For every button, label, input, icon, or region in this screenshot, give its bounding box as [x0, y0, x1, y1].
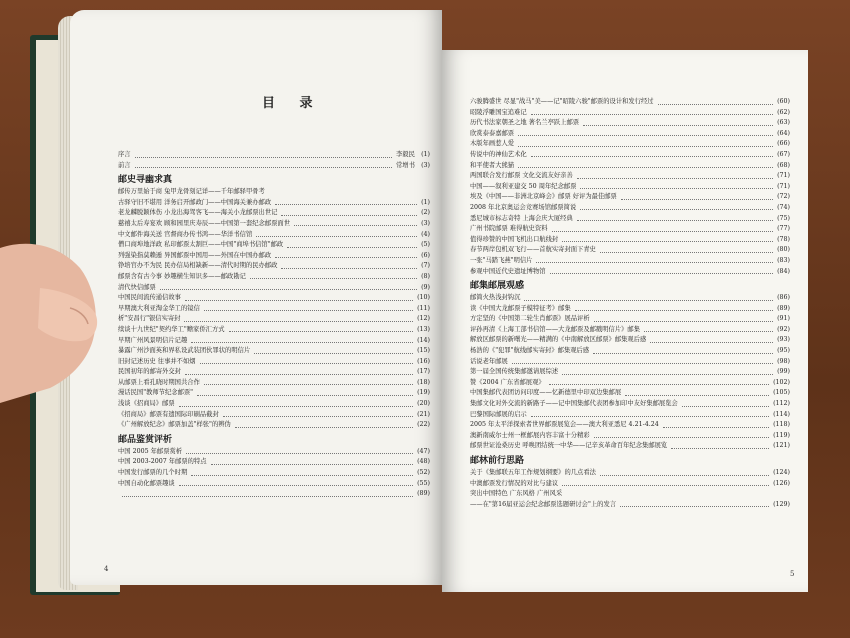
toc-entry-title: 早期广州风景明信片记趣	[118, 336, 188, 344]
toc-leader-dots	[671, 448, 769, 449]
toc-entry	[470, 410, 790, 421]
toc-leader-dots	[531, 114, 773, 115]
toc-entry	[470, 346, 790, 357]
toc-leader-dots	[256, 236, 417, 237]
toc-leader-dots	[663, 427, 769, 428]
toc-entry-title: 僧口商埠地洋政 私印邮票太割巨——中国"商埠书信馆"邮政	[118, 241, 284, 249]
toc-entry	[470, 171, 790, 182]
toc-entry-title: 读《中国大龙邮票子模特征考》邮集	[470, 304, 571, 312]
toc-leader-dots	[575, 310, 773, 311]
toc-entry-title: 列强染指莫赖遁 异国邮票中国用——外国在中国办邮政	[118, 251, 272, 259]
toc-entry	[470, 97, 790, 108]
toc-entry-title: 中国集邮代表团访问印度——忆新德里中印双边集邮展	[470, 389, 622, 397]
toc-leader-dots	[184, 321, 413, 322]
toc-leader-dots	[550, 273, 773, 274]
toc-leader-dots	[644, 331, 773, 332]
toc-leader-dots	[625, 395, 769, 396]
toc-entry-title: 解放区邮票的新曙光——精满的《中南解放区邮票》邮集观后感	[470, 336, 647, 344]
toc-entry-page: (63)	[777, 119, 790, 127]
toc-entry-title: 漫话民国"教师节纪念邮票"	[118, 389, 194, 397]
toc-entry	[470, 118, 790, 129]
toc-entry-page: (10)	[417, 294, 430, 302]
toc-entry	[118, 240, 430, 251]
toc-entry	[118, 457, 430, 468]
toc-entry-page: (95)	[777, 347, 790, 355]
right-toc-list	[470, 97, 790, 510]
toc-entry-page: (1)	[421, 151, 430, 158]
toc-leader-dots	[197, 395, 413, 396]
toc-entry-title: 中国自动化邮票趣谈	[118, 479, 175, 487]
toc-entry-title: 前言	[118, 161, 131, 169]
toc-entry-title: 集邮文化对外交流的新路子——记中国集邮代表团参加印中友好集邮展览会	[470, 400, 678, 408]
toc-entry	[118, 251, 430, 262]
toc-leader-dots	[287, 247, 417, 248]
toc-entry	[470, 182, 790, 193]
toc-leader-dots	[254, 353, 413, 354]
toc-entry-title: 春节两岸包机双飞行——首航实寄封面下青史	[470, 246, 596, 254]
toc-leader-dots	[552, 231, 773, 232]
toc-entry-title: 2005 年太平洋探索者世界邮票展览会——澳大利亚悉尼 4.21-4.24	[470, 421, 659, 429]
toc-entry	[118, 293, 430, 304]
toc-leader-dots	[524, 300, 773, 301]
toc-leader-dots	[600, 252, 773, 253]
toc-entry-title: 2008 年北京奥运会竞赛场馆邮票简说	[470, 203, 577, 211]
toc-entry-page: (118)	[773, 421, 790, 429]
toc-entry-page: (21)	[417, 410, 430, 418]
toc-entry	[470, 420, 790, 431]
toc-entry-page: (124)	[773, 469, 790, 476]
toc-leader-dots	[577, 178, 773, 179]
toc-leader-dots	[536, 262, 773, 263]
toc-entry	[118, 272, 430, 283]
toc-leader-dots	[594, 437, 769, 438]
toc-entry-page: (68)	[777, 161, 790, 169]
toc-entry-page: (66)	[777, 140, 790, 148]
toc-entry-title: 第一届全国传统集邮邀请展综述	[470, 368, 559, 376]
toc-entry-page: (89)	[417, 490, 430, 498]
toc-entry-title: 中澳邮票发行情况的对比与建议	[470, 479, 559, 487]
toc-entry-title: ——在"第16届亚运会纪念邮票选题研讨会"上的发言	[470, 500, 617, 508]
toc-leader-dots	[235, 427, 413, 428]
toc-leader-dots	[580, 188, 773, 189]
toc-entry-page: (1)	[421, 198, 430, 206]
toc-entry-title: 暴露广州沙面英和界私设武装团伙罪状的明信片	[118, 347, 251, 355]
toc-leader-dots	[135, 157, 392, 158]
toc-entry-title: 中国——叙利亚建交 50 周年纪念邮票	[470, 182, 577, 190]
toc-leader-dots	[211, 464, 413, 465]
toc-entry-author: 常增书	[396, 161, 415, 169]
toc-entry-page: (15)	[417, 347, 430, 355]
toc-leader-dots	[562, 374, 773, 375]
toc-entry-page: (74)	[777, 203, 790, 211]
toc-leader-dots	[135, 167, 392, 168]
toc-title: 目 录	[262, 96, 323, 111]
toc-entry-title: 广州书院邮票 难得航史资料	[470, 225, 548, 233]
toc-entry-page: (105)	[773, 389, 790, 397]
toc-entry	[118, 378, 430, 389]
right-page	[442, 50, 808, 592]
toc-entry-title: 中国 2005 年邮票赏析	[118, 447, 183, 455]
toc-leader-dots	[594, 321, 773, 322]
toc-leader-dots	[191, 342, 413, 343]
toc-entry-page: (126)	[773, 479, 790, 487]
toc-entry-page: (62)	[777, 108, 790, 116]
toc-entry	[470, 357, 790, 368]
toc-leader-dots	[650, 342, 773, 343]
toc-entry	[470, 139, 790, 150]
toc-entry-page: (5)	[421, 241, 430, 249]
toc-leader-dots	[531, 156, 773, 157]
toc-entry-page: (80)	[777, 246, 790, 254]
toc-entry	[118, 161, 430, 172]
toc-entry-title: 赞《2004 广东省邮展观》	[470, 378, 545, 386]
toc-entry	[470, 500, 790, 511]
toc-entry-page: (20)	[417, 400, 430, 408]
toc-entry	[470, 235, 790, 246]
toc-entry	[118, 479, 430, 490]
toc-leader-dots	[562, 485, 769, 486]
toc-entry-page: (67)	[777, 150, 790, 158]
toc-entry	[470, 335, 790, 346]
toc-entry-page: (92)	[777, 325, 790, 333]
hand-holding-book	[0, 228, 110, 428]
toc-entry-title: 邮票含有古今事 妙趣横生知识多——邮政勘记	[118, 272, 246, 280]
toc-entry-page: (91)	[777, 315, 790, 323]
toc-leader-dots	[122, 496, 413, 497]
toc-entry-title: 铮培官办不为民 民办信局相缺新——清代时期的民办邮政	[118, 262, 278, 270]
toc-entry-page: (18)	[417, 378, 430, 386]
toc-section-heading: 邮品鉴赏评析	[118, 434, 173, 445]
toc-entry-title: 旧封记述历史 往事并不如烟	[118, 357, 196, 365]
toc-entry-page: (9)	[421, 283, 430, 291]
toc-entry	[118, 489, 430, 500]
toc-entry-title: 早期澳大利亚淘金华工的镜信	[118, 304, 200, 312]
toc-entry	[470, 479, 790, 490]
toc-entry	[470, 399, 790, 410]
toc-entry-title: 中国发行邮票的几个时期	[118, 469, 188, 477]
toc-leader-dots	[562, 241, 773, 242]
toc-leader-dots	[204, 384, 413, 385]
toc-entry-page: (52)	[417, 469, 430, 477]
toc-entry	[118, 357, 430, 368]
toc-entry	[118, 261, 430, 272]
toc-entry-title: 悉尼城市标志奇特 上海会庆大厦经典	[470, 214, 573, 222]
toc-entry-title: 析"安昌行"银信实寄封	[118, 315, 181, 323]
toc-leader-dots	[191, 475, 413, 476]
toc-entry-title: 参观中国近代史遗址博物馆	[470, 267, 546, 275]
toc-leader-dots	[658, 104, 773, 105]
toc-entry-title: 从邮票上看孔晓时期国共合作	[118, 378, 200, 386]
toc-entry	[470, 267, 790, 278]
toc-entry-page: (8)	[421, 272, 430, 280]
toc-entry	[470, 150, 790, 161]
left-page-number: 4	[104, 565, 109, 573]
right-page-number: 5	[790, 570, 795, 578]
toc-leader-dots	[250, 278, 417, 279]
toc-entry	[118, 399, 430, 410]
toc-leader-dots	[275, 204, 417, 205]
toc-entry-page: (102)	[773, 378, 790, 386]
toc-entry	[470, 256, 790, 267]
toc-entry-page: (89)	[777, 304, 790, 312]
toc-entry-page: (2)	[421, 209, 430, 217]
toc-entry	[470, 214, 790, 225]
toc-section-heading: 邮林前行思路	[470, 456, 525, 466]
toc-entry	[470, 192, 790, 203]
toc-entry-page: (12)	[417, 315, 430, 323]
toc-entry-title: 巴黎国际邮展的启示	[470, 410, 527, 418]
toc-entry	[118, 325, 430, 336]
toc-entry	[470, 441, 790, 452]
toc-entry-title: 方定坚的《中国第二轮生肖邮票》展品评析	[470, 315, 590, 323]
toc-leader-dots	[223, 416, 413, 417]
toc-entry	[118, 150, 430, 161]
toc-entry-page: (55)	[417, 479, 430, 487]
toc-leader-dots	[518, 135, 773, 136]
toc-entry-title: 六骏腾盛世 尽显"战马"美——记"昭陵六骏"邮票的设计和发行经过	[470, 98, 654, 105]
toc-entry-title: 中国民间流传通信故事	[118, 294, 181, 302]
toc-entry-title: 序言	[118, 151, 131, 158]
toc-entry	[118, 420, 430, 431]
toc-entry	[470, 489, 790, 500]
toc-entry-page: (112)	[773, 400, 790, 408]
toc-section-heading: 邮集邮展观感	[470, 281, 525, 292]
toc-entry-page: (7)	[421, 262, 430, 270]
toc-entry	[470, 367, 790, 378]
toc-entry	[118, 468, 430, 479]
toc-leader-dots	[512, 363, 773, 364]
toc-entry-title: 评孙再清《上海工部书信馆——大龙邮票及邮戳明信片》邮集	[470, 325, 641, 333]
toc-entry-title: 历代书法家朝圣之地 著名兰亭跃上邮票	[470, 119, 580, 127]
toc-entry-title: 值得珍赞的中国飞机出口航线封	[470, 235, 559, 243]
toc-entry-title: 中国 2003-2007 年邮票的特点	[118, 458, 207, 466]
toc-leader-dots	[518, 146, 773, 147]
toc-entry-page: (16)	[417, 357, 430, 365]
toc-entry	[118, 198, 430, 209]
toc-leader-dots	[179, 406, 413, 407]
toc-entry-title: 传说中的神仙艺术化	[470, 150, 527, 158]
toc-leader-dots	[549, 384, 769, 385]
toc-entry	[470, 245, 790, 256]
toc-entry-title: 欣赏泰泰嘉邮票	[470, 129, 515, 137]
toc-entry-page: (84)	[777, 267, 790, 275]
toc-leader-dots	[160, 289, 417, 290]
toc-entry-page: (17)	[417, 368, 430, 376]
toc-leader-dots	[593, 353, 773, 354]
toc-entry-page: (129)	[773, 500, 790, 508]
toc-entry	[470, 224, 790, 235]
toc-entry-title: 昭陵浮雕国宝追难记	[470, 108, 527, 116]
toc-entry	[470, 325, 790, 336]
toc-entry-title: 关于《集邮联五年工作规划纲要》的几点看法	[470, 469, 596, 476]
toc-leader-dots	[185, 300, 413, 301]
toc-leader-dots	[580, 209, 773, 210]
toc-entry-author: 李毅民	[396, 151, 415, 158]
toc-entry-page: (47)	[417, 447, 430, 455]
toc-entry-title: 埃及《中国——非洲北京峰会》邮票 好评为最佳邮票	[470, 193, 617, 201]
toc-section-heading: 邮史寻幽求真	[118, 175, 173, 186]
toc-leader-dots	[294, 225, 417, 226]
toc-entry-title: 木版年画惹人爱	[470, 140, 515, 148]
toc-entry	[118, 410, 430, 421]
toc-entry	[118, 314, 430, 325]
toc-leader-dots	[179, 485, 413, 486]
toc-entry	[118, 346, 430, 357]
toc-entry-title: 浅谈《招商局》邮票	[118, 400, 175, 408]
toc-entry	[118, 367, 430, 378]
toc-entry-page: (72)	[777, 193, 790, 201]
toc-entry	[470, 431, 790, 442]
toc-entry-title: 续谈十九世纪"契约华工"赡家侨汇方式	[118, 325, 225, 333]
toc-entry-page: (13)	[417, 325, 430, 333]
toc-entry-title: 一张"马踏飞燕"明信片	[470, 256, 533, 264]
toc-entry-page: (60)	[777, 98, 790, 105]
toc-entry-page: (19)	[417, 389, 430, 397]
toc-entry-page: (119)	[773, 431, 790, 439]
toc-entry	[470, 108, 790, 119]
toc-leader-dots	[186, 453, 413, 454]
toc-entry	[470, 378, 790, 389]
toc-leader-dots	[518, 167, 773, 168]
toc-entry-page: (11)	[417, 304, 430, 312]
toc-entry	[118, 230, 430, 241]
toc-entry-page: (78)	[777, 235, 790, 243]
toc-leader-dots	[531, 416, 769, 417]
toc-entry-title: 邮简火热浅封钩沉	[470, 294, 521, 302]
toc-entry-title: 《广州解放纪念》邮票加盖"样张"的辨伪	[118, 421, 231, 429]
toc-entry	[118, 447, 430, 458]
toc-entry-page: (71)	[777, 182, 790, 190]
toc-entry-title: 和平使者大熊猫	[470, 161, 515, 169]
toc-entry-title: 慈禧太后寿宴欢 顾和园里庆寿辰——中国第一套纪念邮票面世	[118, 219, 291, 227]
toc-entry-page: (3)	[421, 219, 430, 227]
toc-leader-dots	[583, 125, 773, 126]
toc-entry-page: (4)	[421, 230, 430, 238]
toc-leader-dots	[204, 310, 413, 311]
toc-entry-title: 中文邮件海关送 官督商办传书鸿——华洋书信馆	[118, 230, 253, 238]
toc-entry-page: (22)	[417, 421, 430, 429]
toc-leader-dots	[275, 257, 417, 258]
toc-entry	[118, 388, 430, 399]
toc-entry	[118, 283, 430, 294]
toc-entry	[470, 388, 790, 399]
toc-entry	[470, 161, 790, 172]
toc-entry-title: 邮传万里始于商 兔甲龙骨刻记详——千年邮驿甲骨考	[118, 188, 265, 196]
toc-entry-page: (48)	[417, 458, 430, 466]
toc-entry-page: (98)	[777, 357, 790, 365]
toc-entry-page: (99)	[777, 368, 790, 376]
left-page	[70, 10, 442, 585]
toc-entry-page: (86)	[777, 294, 790, 302]
toc-entry-page: (75)	[777, 214, 790, 222]
toc-leader-dots	[281, 215, 417, 216]
toc-entry	[470, 304, 790, 315]
toc-leader-dots	[281, 268, 417, 269]
toc-entry	[470, 468, 790, 479]
toc-entry	[470, 293, 790, 304]
toc-entry-page: (121)	[773, 442, 790, 450]
toc-leader-dots	[200, 363, 413, 364]
toc-entry	[118, 336, 430, 347]
toc-entry-title: 老龙麟脱颖体伤 小龙出海驾客飞——海关小龙邮票出世记	[118, 209, 278, 217]
toc-entry-title: 两国联合发行邮票 文化交流友好亲善	[470, 172, 573, 180]
toc-entry-page: (114)	[773, 410, 790, 418]
toc-entry-title: 澳新南威尔士州一框邮展内容丰富十分精彩	[470, 431, 590, 439]
toc-entry-title: 古驿守旧不堪用 洋务启开邮政门——中国海关兼办邮政	[118, 198, 272, 206]
toc-entry-page: (83)	[777, 256, 790, 264]
toc-entry	[118, 219, 430, 230]
toc-entry-title: 清代快信邮票	[118, 283, 156, 291]
toc-entry-title: 突出中国特色 广东风格 广州风采	[470, 490, 563, 498]
toc-entry-title: 《招商局》邮票有遗国际印刷品截封	[118, 410, 219, 418]
toc-leader-dots	[621, 199, 773, 200]
toc-leader-dots	[600, 475, 769, 476]
toc-entry-title: 民国初年的邮寄外交封	[118, 368, 181, 376]
toc-leader-dots	[229, 331, 413, 332]
toc-leader-dots	[577, 220, 773, 221]
toc-entry-title: 话说老年邮展	[470, 357, 508, 365]
toc-entry	[470, 129, 790, 140]
toc-entry-title: 邮票世证沧桑历史 呼唤团结统一中华——记辛亥革命百年纪念集邮展览	[470, 442, 668, 450]
toc-entry-page: (93)	[777, 336, 790, 344]
toc-entry-page: (3)	[421, 161, 430, 169]
toc-entry-page: (77)	[777, 225, 790, 233]
toc-entry	[118, 187, 430, 198]
toc-entry-page: (64)	[777, 129, 790, 137]
toc-entry-page: (6)	[421, 251, 430, 259]
toc-entry-title: 杨浩的《"犯罪"航线邮实寄封》邮集观后感	[470, 347, 590, 355]
toc-entry	[118, 208, 430, 219]
toc-entry-page: (71)	[777, 172, 790, 180]
toc-entry	[470, 314, 790, 325]
left-toc-list	[118, 150, 430, 500]
toc-leader-dots	[185, 374, 413, 375]
toc-entry	[118, 304, 430, 315]
toc-leader-dots	[682, 406, 769, 407]
toc-leader-dots	[620, 506, 769, 507]
toc-entry	[470, 203, 790, 214]
toc-entry-page: (14)	[417, 336, 430, 344]
